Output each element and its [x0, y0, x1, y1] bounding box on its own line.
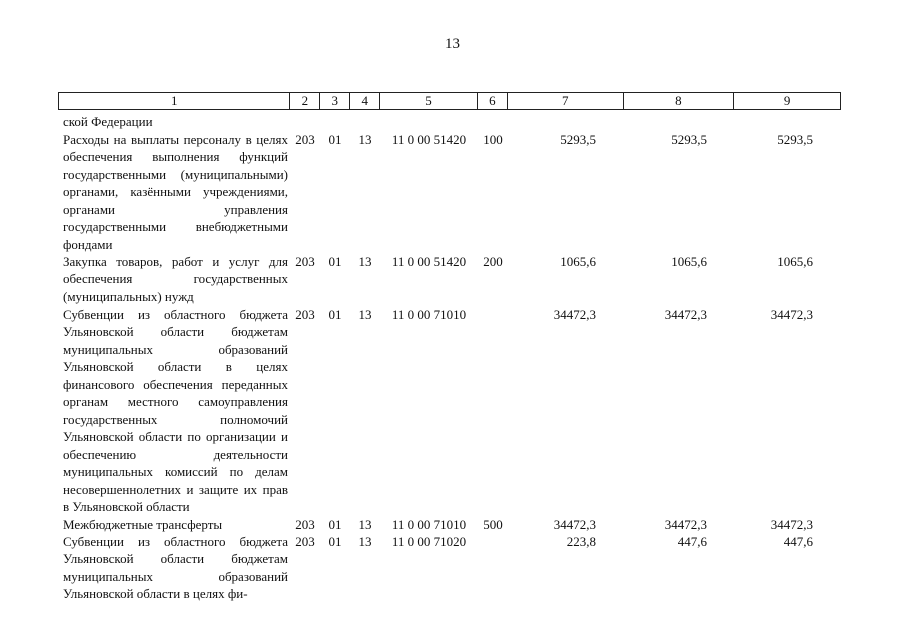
row-sum-2: 1065,6 — [671, 253, 707, 269]
row-sum-3: 34472,3 — [770, 306, 813, 322]
header-col-4: 4 — [350, 93, 380, 109]
row-csr: 11 0 00 71010 — [391, 516, 467, 532]
header-col-1: 1 — [59, 93, 290, 109]
row-grbs: 203 — [295, 533, 315, 549]
row-pr: 13 — [358, 533, 372, 549]
row-sum-3: 34472,3 — [770, 516, 813, 532]
row-sum-1: 34472,3 — [553, 516, 596, 532]
table-row — [58, 516, 841, 533]
row-vr — [478, 306, 508, 516]
continuation-row — [58, 113, 841, 131]
header-col-7: 7 — [508, 93, 624, 109]
row-sum-1: 1065,6 — [560, 253, 596, 269]
row-rz: 01 — [328, 253, 342, 269]
header-col-2: 2 — [290, 93, 320, 109]
row-sum-3: 1065,6 — [777, 253, 813, 269]
row-pr: 13 — [358, 306, 372, 322]
row-sum-2: 5293,5 — [671, 131, 707, 147]
page-number: 13 — [445, 36, 460, 52]
header-col-6: 6 — [478, 93, 508, 109]
row-pr: 13 — [358, 516, 372, 532]
row-name: Закупка товаров, работ и услуг для обеспечения государственных (муниципальных) нужд — [63, 253, 288, 304]
row-sum-1: 5293,5 — [560, 131, 596, 147]
header-col-9: 9 — [783, 93, 791, 108]
table-header — [58, 92, 841, 110]
row-sum-2: 34472,3 — [664, 516, 707, 532]
row-grbs: 203 — [295, 306, 315, 322]
row-sum-1: 34472,3 — [553, 306, 596, 322]
row-sum-2: 34472,3 — [664, 306, 707, 322]
row-pr: 13 — [358, 131, 372, 147]
row-sum-1: 223,8 — [566, 533, 596, 549]
table-body — [58, 113, 841, 605]
row-csr: 11 0 00 51420 — [391, 131, 467, 147]
row-rz: 01 — [328, 131, 342, 147]
row-rz: 01 — [328, 533, 342, 549]
header-col-8: 8 — [624, 93, 735, 109]
header-col-3: 3 — [320, 93, 350, 109]
continuation-text: ской Федерации — [63, 114, 153, 129]
row-vr — [478, 533, 508, 605]
row-csr: 11 0 00 71010 — [391, 306, 467, 322]
row-vr: 100 — [483, 131, 503, 147]
row-name: Межбюджетные трансферты — [63, 516, 223, 532]
row-vr: 200 — [483, 253, 503, 269]
row-sum-3: 447,6 — [783, 533, 813, 549]
row-vr: 500 — [483, 516, 503, 532]
row-name: Расходы на выплаты персоналу в целях обеспечения выполнения функций государственными (муниципальными) органами, казёнными учреждениями, органами управления государственными внебюджетными фондами — [63, 131, 288, 252]
row-name: Субвенции из областного бюджета Ульяновской области бюджетам муниципальных образований Ульяновской области в целях фи- — [63, 533, 288, 601]
row-grbs: 203 — [295, 131, 315, 147]
row-sum-3: 5293,5 — [777, 131, 813, 147]
row-pr: 13 — [358, 253, 372, 269]
row-grbs: 203 — [295, 253, 315, 269]
header-col-5: 5 — [380, 93, 478, 109]
row-csr: 11 0 00 71020 — [391, 533, 467, 549]
row-name: Субвенции из областного бюджета Ульяновской области бюджетам муниципальных образований Ульяновской области в целях финансового обеспечения переданных органам местного самоуправления государственных полномочий Ульяновской области по организации и обеспечению деятельности муниципальных комиссий по делам несовершеннолетних и защите их прав в Ульяновской области — [63, 306, 288, 514]
table-row — [58, 253, 841, 306]
row-csr: 11 0 00 51420 — [391, 253, 467, 269]
row-rz: 01 — [328, 306, 342, 322]
table-row — [58, 131, 841, 253]
table-row — [58, 533, 841, 605]
row-sum-2: 447,6 — [677, 533, 707, 549]
row-grbs: 203 — [295, 516, 315, 532]
row-rz: 01 — [328, 516, 342, 532]
table-row — [58, 306, 841, 516]
